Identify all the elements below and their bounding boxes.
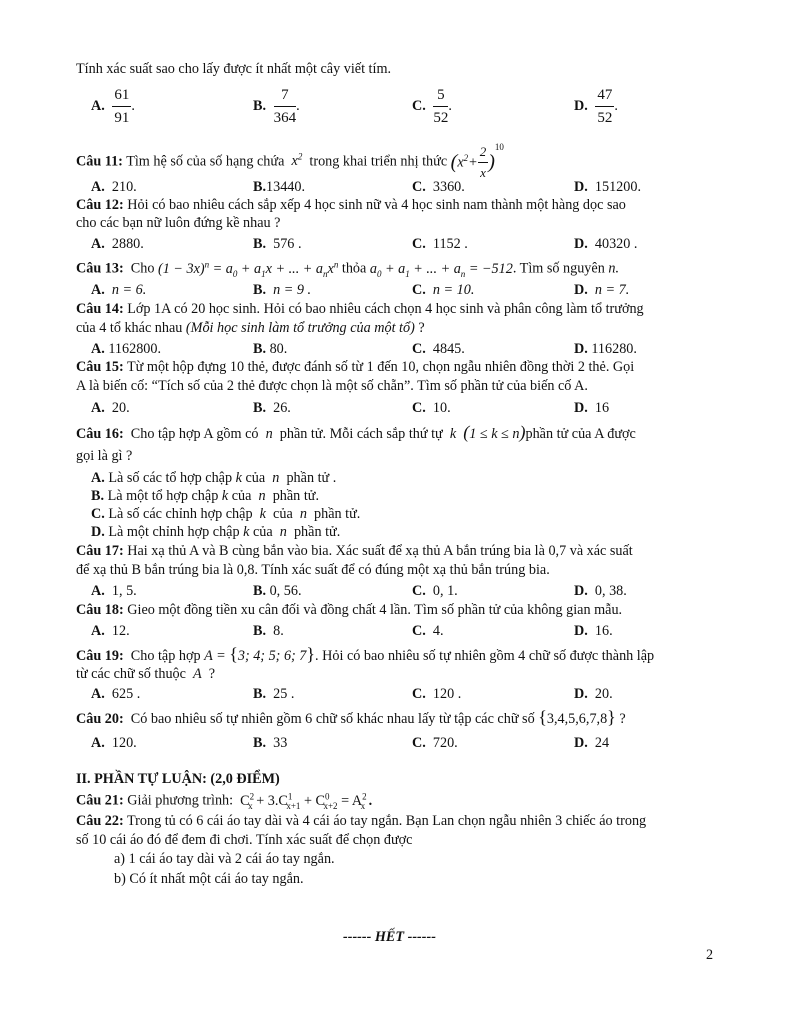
q20-option-d: D. 24 [574,735,610,751]
q12-stem-line2: cho các bạn nữ luôn đứng kề nhau ? [76,215,281,231]
q17-option-d: D. 0, 38. [574,583,627,599]
q17-option-b: B. 0, 56. [253,583,302,599]
q16-option-d: D. Là một chỉnh hợp chập k của n phần tử. [91,524,341,540]
q11-term: $x^2$ [287,151,303,170]
q11-option-b: B.13440. [253,179,306,195]
q10-option-d: D. $\frac{47}{52}$ . [574,87,618,126]
q16-option-a: A. Là số các tổ hợp chập k của n phần tử . [91,470,337,486]
q22-stem-line1: Câu 22: Trong tủ có 6 cái áo tay dài và 4 cái áo tay ngắn. Bạn Lan chọn ngẫu nhiên 3 chiếc áo trong [76,813,647,829]
q17-stem-line1: Câu 17: Hai xạ thủ A và B cùng bắn vào bia. Xác suất để xạ thủ A bắn trúng bia là 0,7 và xác suất [76,543,633,559]
page-number: 2 [706,947,714,963]
q19-option-b: B. 25 . [253,686,295,702]
q20-stem: Câu 20: Có bao nhiêu số tự nhiên gồm 6 chữ số khác nhau lấy từ tập các chữ số {3,4,5,6,7,8} ? [76,707,626,727]
q13-option-c: C. n = 10. [412,282,475,298]
q14-stem-line2: của 4 tổ khác nhau (Mỗi học sinh làm tổ trưởng của một tổ) ? [76,320,425,336]
q17-stem-line2: để xạ thủ B bắn trúng bia là 0,8. Tính xác suất để có đúng một xạ thủ bắn trúng bia. [76,562,550,578]
q22-stem-line2: số 10 cái áo đó để đem đi chơi. Tính xác suất để chọn được [76,832,413,848]
q16-stem-line1: Câu 16: Cho tập hợp A gồm có n phần tử. Mỗi cách sắp thứ tự k (1 ≤ k ≤ n)phần tử của A được [76,422,636,442]
q14-option-b: B. 80. [253,341,288,357]
q11-option-a: A. 210. [91,179,137,195]
q13-option-d: D. n = 7. [574,282,630,298]
q10-option-b: B. $\frac{7}{364}$ . [253,87,300,126]
q11-option-d: D. 151200. [574,179,641,195]
q21-stem: Câu 21: Giải phương trình: $C^2_x + 3.C^1_{x+1} + C^0_{x+2} = A^2_x$ . [76,791,373,811]
q20-option-c: C. 720. [412,735,458,751]
q12-option-c: C. 1152 . [412,236,468,252]
q19-option-a: A. 625 . [91,686,141,702]
q10-option-a: A. $\frac{61}{91}$ . [91,87,135,126]
part2-title: II. PHẦN TỰ LUẬN: (2,0 ĐIỂM) [76,771,280,787]
q13-option-a: A. n = 6. [91,282,147,298]
q11-option-c: C. 3360. [412,179,465,195]
q13-option-b: B. n = 9 . [253,282,312,298]
q11-binomial: ( [450,151,458,174]
q15-option-c: C. 10. [412,400,451,416]
q20-option-b: B. 33 [253,735,288,751]
q21-equation: $C^2_x + 3.C^1_{x+1} + C^0_{x+2} = A^2_x$ . [236,791,373,811]
q15-option-d: D. 16 [574,400,610,416]
q20-digit-set: {3,4,5,6,7,8} [538,707,616,727]
q19-stem-line2: từ các chữ số thuộc A ? [76,666,216,682]
q18-option-c: C. 4. [412,623,444,639]
q12-option-b: B. 576 . [253,236,302,252]
q13-condition: $a_0 + a_1$ + ... + $a_n = -512$ [369,260,513,279]
q14-stem-line1: Câu 14: Lớp 1A có 20 học sinh. Hỏi có bao nhiêu cách chọn 4 học sinh và phân công làm tổ trưởng [76,301,644,317]
intro-line: Tính xác suất sao cho lấy được ít nhất một cây viết tím. [76,61,392,77]
q10-option-c: C. $\frac{5}{52}$ . [412,87,452,126]
q22-part-b: b) Có ít nhất một cái áo tay ngắn. [114,871,304,887]
q15-option-b: B. 26. [253,400,291,416]
q14-option-c: C. 4845. [412,341,465,357]
q13-expansion: $(1 - 3x)^n = a_0 + a_1x$ + ... + $a_nx^n$ [158,259,339,279]
q18-stem: Câu 18: Gieo một đồng tiền xu cân đối và đồng chất 4 lần. Tìm số phần tử của không gian mẫu. [76,602,623,618]
end-marker: ------ HẾT ------ [343,929,436,945]
q15-option-a: A. 20. [91,400,130,416]
q18-option-b: B. 8. [253,623,284,639]
q15-stem-line2: A là biến cố: “Tích số của 2 thẻ được chọn là một số chẵn”. Tìm số phần tử của biến cố A. [76,378,588,394]
q16-option-c: C. Là số các chỉnh hợp chập k của n phần tử. [91,506,361,522]
q12-option-d: D. 40320 . [574,236,638,252]
q12-option-a: A. 2880. [91,236,144,252]
q19-set: A = {3; 4; 5; 6; 7} [204,644,316,664]
q18-option-a: A. 12. [91,623,130,639]
q20-option-a: A. 120. [91,735,137,751]
q15-stem-line1: Câu 15: Từ một hộp đựng 10 thẻ, được đánh số từ 1 đến 10, chọn ngẫu nhiên đồng thời 2 thẻ. Gọi [76,359,635,375]
q16-option-b: B. Là một tổ hợp chập k của n phần tử. [91,488,319,504]
q17-option-c: C. 0, 1. [412,583,458,599]
q19-option-c: C. 120 . [412,686,462,702]
q13-stem: Câu 13: Cho $(1 - 3x)^n = a_0 + a_1x$ + ... + $a_nx^n$ thỏa $a_0 + a_1$ + ... + $a_n = -512$. Tìm số nguyên n. [76,259,619,279]
q19-option-d: D. 20. [574,686,613,702]
q22-part-a: a) 1 cái áo tay dài và 2 cái áo tay ngắn. [114,851,335,867]
q17-option-a: A. 1, 5. [91,583,137,599]
q16-stem-line2: gọi là gì ? [76,448,133,464]
q14-option-d: D. 116280. [574,341,637,357]
q12-stem-line1: Câu 12: Hỏi có bao nhiêu cách sắp xếp 4 học sinh nữ và 4 học sinh nam thành một hàng dọc sao [76,197,626,213]
q18-option-d: D. 16. [574,623,613,639]
q14-option-a: A. 1162800. [91,341,162,357]
q19-stem-line1: Câu 19: Cho tập hợp A = {3; 4; 5; 6; 7}. Hỏi có bao nhiêu số tự nhiên gồm 4 chữ số được thành lập [76,644,655,664]
q11-stem: Câu 11: Tìm hệ số của số hạng chứa $x^2$ trong khai triển nhị thức ($x^2+$ $\frac{2}{x}$ )$^{10}$ [76,141,504,180]
